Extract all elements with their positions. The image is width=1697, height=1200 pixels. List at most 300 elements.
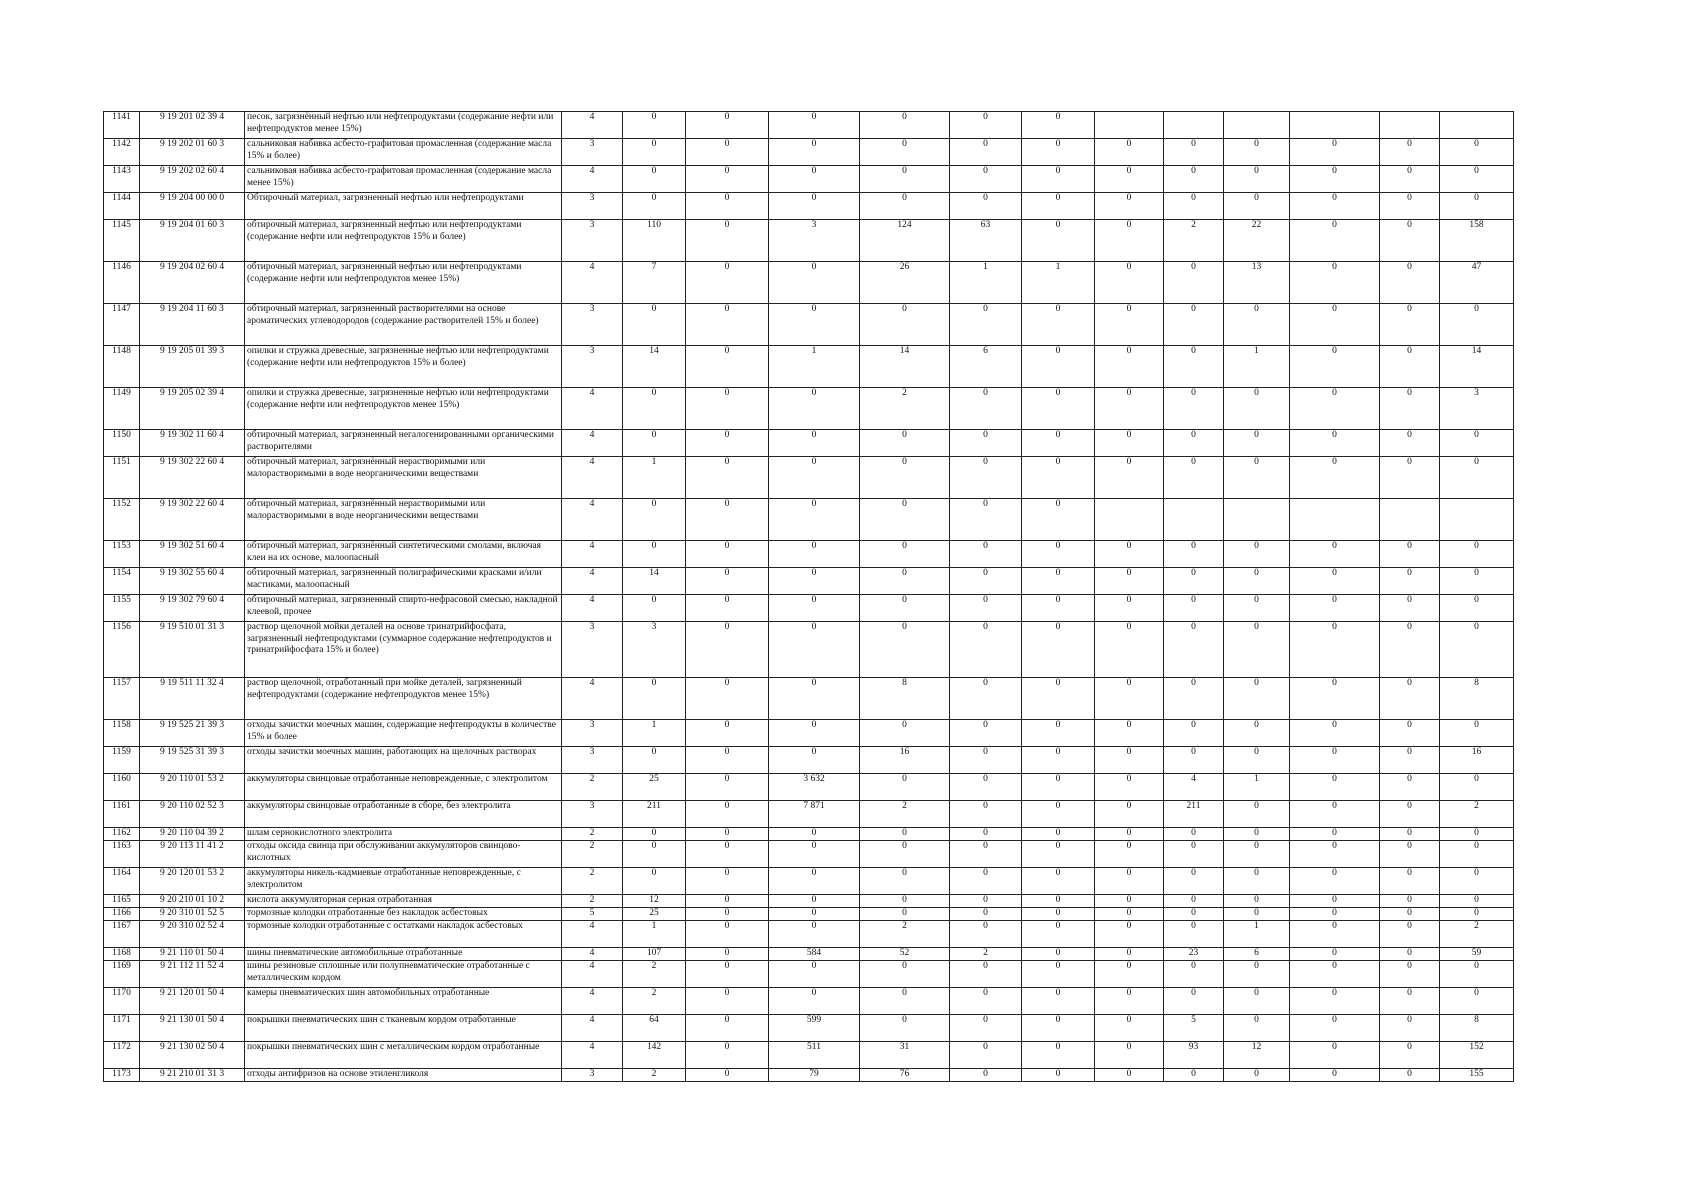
value-cell: 0 bbox=[1440, 774, 1514, 801]
value-cell: 0 bbox=[1164, 747, 1224, 774]
value-cell: 0 bbox=[1164, 622, 1224, 678]
row-number: 1156 bbox=[104, 622, 140, 678]
value-cell: 0 bbox=[1164, 921, 1224, 948]
row-number: 1142 bbox=[104, 139, 140, 166]
row-number: 1161 bbox=[104, 801, 140, 828]
value-cell: 0 bbox=[686, 262, 769, 304]
waste-code: 9 19 202 02 60 4 bbox=[140, 166, 245, 193]
value-cell: 0 bbox=[1095, 948, 1164, 961]
waste-description: обтирочный материал, загрязнённый нерастворимыми или малорастворимыми в воде неорганическими веществами bbox=[245, 499, 562, 541]
row-number: 1166 bbox=[104, 908, 140, 921]
value-cell bbox=[1440, 499, 1514, 541]
value-cell: 0 bbox=[1164, 430, 1224, 457]
value-cell: 0 bbox=[1290, 346, 1380, 388]
value-cell: 0 bbox=[1380, 801, 1440, 828]
value-cell: 0 bbox=[1290, 868, 1380, 895]
value-cell: 0 bbox=[1440, 193, 1514, 220]
value-cell: 0 bbox=[860, 430, 950, 457]
value-cell: 0 bbox=[623, 678, 686, 720]
waste-code: 9 19 525 21 39 3 bbox=[140, 720, 245, 747]
value-cell: 47 bbox=[1440, 262, 1514, 304]
value-cell: 0 bbox=[1095, 166, 1164, 193]
waste-code: 9 19 204 00 00 0 bbox=[140, 193, 245, 220]
waste-code: 9 21 130 01 50 4 bbox=[140, 1015, 245, 1042]
waste-description: шины пневматические автомобильные отработанные bbox=[245, 948, 562, 961]
waste-code: 9 19 511 11 32 4 bbox=[140, 678, 245, 720]
value-cell: 0 bbox=[860, 622, 950, 678]
row-number: 1160 bbox=[104, 774, 140, 801]
value-cell: 0 bbox=[1095, 678, 1164, 720]
value-cell: 0 bbox=[769, 112, 860, 139]
value-cell: 0 bbox=[1164, 193, 1224, 220]
value-cell: 2 bbox=[623, 1069, 686, 1082]
value-cell: 0 bbox=[1224, 139, 1290, 166]
value-cell: 0 bbox=[1440, 720, 1514, 747]
value-cell: 0 bbox=[1022, 388, 1095, 430]
table-row bbox=[104, 541, 1592, 568]
value-cell: 0 bbox=[686, 346, 769, 388]
value-cell: 584 bbox=[769, 948, 860, 961]
value-cell: 0 bbox=[769, 921, 860, 948]
value-cell: 0 bbox=[1290, 304, 1380, 346]
value-cell: 0 bbox=[1095, 304, 1164, 346]
value-cell: 0 bbox=[1224, 841, 1290, 868]
value-cell: 0 bbox=[1440, 430, 1514, 457]
waste-code: 9 20 310 02 52 4 bbox=[140, 921, 245, 948]
value-cell: 0 bbox=[1164, 988, 1224, 1015]
waste-description: отходы зачистки моечных машин, содержащие нефтепродукты в количестве 15% и более bbox=[245, 720, 562, 747]
waste-code: 9 20 310 01 52 5 bbox=[140, 908, 245, 921]
value-cell: 0 bbox=[1022, 430, 1095, 457]
value-cell: 0 bbox=[1164, 346, 1224, 388]
value-cell: 0 bbox=[1022, 346, 1095, 388]
value-cell: 0 bbox=[769, 304, 860, 346]
value-cell: 0 bbox=[623, 193, 686, 220]
value-cell: 59 bbox=[1440, 948, 1514, 961]
value-cell: 4 bbox=[1164, 774, 1224, 801]
value-cell: 0 bbox=[1164, 1069, 1224, 1082]
row-number: 1159 bbox=[104, 747, 140, 774]
waste-description: отходы антифризов на основе этиленгликоля bbox=[245, 1069, 562, 1082]
waste-description: камеры пневматических шин автомобильных отработанные bbox=[245, 988, 562, 1015]
value-cell: 0 bbox=[1380, 720, 1440, 747]
waste-code: 9 20 210 01 10 2 bbox=[140, 895, 245, 908]
value-cell: 0 bbox=[769, 908, 860, 921]
value-cell: 16 bbox=[1440, 747, 1514, 774]
value-cell: 0 bbox=[1380, 193, 1440, 220]
value-cell: 0 bbox=[1380, 774, 1440, 801]
value-cell: 0 bbox=[1164, 166, 1224, 193]
value-cell: 0 bbox=[1380, 1069, 1440, 1082]
value-cell: 0 bbox=[1380, 828, 1440, 841]
waste-description: шлам сернокислотного электролита bbox=[245, 828, 562, 841]
value-cell: 0 bbox=[1022, 112, 1095, 139]
value-cell: 0 bbox=[686, 622, 769, 678]
waste-description: обтирочный материал, загрязненный спирто-нефрасовой смесью, накладной клеевой, прочее bbox=[245, 595, 562, 622]
value-cell: 0 bbox=[1224, 720, 1290, 747]
value-cell: 0 bbox=[686, 868, 769, 895]
value-cell: 0 bbox=[769, 895, 860, 908]
waste-code: 9 19 202 01 60 3 bbox=[140, 139, 245, 166]
value-cell: 0 bbox=[860, 988, 950, 1015]
value-cell: 0 bbox=[1290, 457, 1380, 499]
row-number: 1158 bbox=[104, 720, 140, 747]
row-number: 1153 bbox=[104, 541, 140, 568]
value-cell bbox=[1164, 499, 1224, 541]
value-cell: 2 bbox=[1440, 801, 1514, 828]
value-cell: 0 bbox=[686, 948, 769, 961]
value-cell: 3 bbox=[1440, 388, 1514, 430]
value-cell: 0 bbox=[686, 430, 769, 457]
value-cell: 0 bbox=[1290, 921, 1380, 948]
value-cell: 0 bbox=[1380, 457, 1440, 499]
value-cell: 211 bbox=[1164, 801, 1224, 828]
table-row bbox=[104, 346, 1592, 388]
value-cell: 0 bbox=[1380, 868, 1440, 895]
value-cell: 31 bbox=[860, 1042, 950, 1069]
value-cell: 14 bbox=[1440, 346, 1514, 388]
waste-code: 9 21 120 01 50 4 bbox=[140, 988, 245, 1015]
value-cell: 0 bbox=[1095, 595, 1164, 622]
value-cell: 155 bbox=[1440, 1069, 1514, 1082]
value-cell: 0 bbox=[860, 841, 950, 868]
hazard-class: 3 bbox=[562, 622, 623, 678]
value-cell: 0 bbox=[950, 1069, 1022, 1082]
value-cell: 0 bbox=[686, 1069, 769, 1082]
hazard-class: 3 bbox=[562, 139, 623, 166]
table-row bbox=[104, 747, 1592, 774]
value-cell: 0 bbox=[950, 499, 1022, 541]
value-cell: 0 bbox=[1224, 166, 1290, 193]
hazard-class: 4 bbox=[562, 166, 623, 193]
hazard-class: 3 bbox=[562, 801, 623, 828]
value-cell: 0 bbox=[1022, 166, 1095, 193]
row-number: 1155 bbox=[104, 595, 140, 622]
value-cell bbox=[1290, 499, 1380, 541]
value-cell: 0 bbox=[1095, 262, 1164, 304]
value-cell: 0 bbox=[1022, 801, 1095, 828]
hazard-class: 4 bbox=[562, 988, 623, 1015]
value-cell: 0 bbox=[1290, 828, 1380, 841]
value-cell: 0 bbox=[1380, 622, 1440, 678]
value-cell: 2 bbox=[860, 388, 950, 430]
value-cell: 0 bbox=[769, 541, 860, 568]
value-cell: 0 bbox=[1164, 908, 1224, 921]
hazard-class: 4 bbox=[562, 388, 623, 430]
value-cell: 124 bbox=[860, 220, 950, 262]
value-cell: 0 bbox=[769, 961, 860, 988]
value-cell: 0 bbox=[1224, 541, 1290, 568]
value-cell: 0 bbox=[686, 720, 769, 747]
value-cell bbox=[1224, 499, 1290, 541]
waste-code: 9 19 302 22 60 4 bbox=[140, 457, 245, 499]
value-cell: 2 bbox=[623, 961, 686, 988]
value-cell: 12 bbox=[1224, 1042, 1290, 1069]
hazard-class: 4 bbox=[562, 262, 623, 304]
value-cell: 1 bbox=[623, 457, 686, 499]
waste-code: 9 20 113 11 41 2 bbox=[140, 841, 245, 868]
table-row bbox=[104, 678, 1592, 720]
value-cell: 0 bbox=[1290, 1069, 1380, 1082]
value-cell bbox=[1095, 499, 1164, 541]
value-cell: 0 bbox=[1022, 595, 1095, 622]
value-cell: 0 bbox=[1022, 499, 1095, 541]
value-cell: 0 bbox=[686, 988, 769, 1015]
value-cell: 0 bbox=[950, 774, 1022, 801]
value-cell: 0 bbox=[686, 828, 769, 841]
row-number: 1152 bbox=[104, 499, 140, 541]
table-row bbox=[104, 841, 1592, 868]
value-cell: 0 bbox=[686, 304, 769, 346]
value-cell: 0 bbox=[1164, 262, 1224, 304]
value-cell: 0 bbox=[1290, 139, 1380, 166]
value-cell: 0 bbox=[950, 801, 1022, 828]
value-cell: 0 bbox=[769, 988, 860, 1015]
value-cell: 0 bbox=[686, 747, 769, 774]
table-row bbox=[104, 262, 1592, 304]
value-cell: 0 bbox=[950, 622, 1022, 678]
value-cell: 0 bbox=[1224, 828, 1290, 841]
value-cell: 0 bbox=[1095, 921, 1164, 948]
value-cell: 0 bbox=[686, 166, 769, 193]
value-cell: 0 bbox=[769, 595, 860, 622]
value-cell: 0 bbox=[950, 895, 1022, 908]
hazard-class: 4 bbox=[562, 1042, 623, 1069]
hazard-class: 3 bbox=[562, 720, 623, 747]
value-cell: 142 bbox=[623, 1042, 686, 1069]
value-cell: 0 bbox=[1380, 988, 1440, 1015]
value-cell: 0 bbox=[686, 499, 769, 541]
value-cell: 599 bbox=[769, 1015, 860, 1042]
row-number: 1167 bbox=[104, 921, 140, 948]
table-row bbox=[104, 720, 1592, 747]
value-cell: 0 bbox=[860, 828, 950, 841]
value-cell: 0 bbox=[1380, 747, 1440, 774]
value-cell: 0 bbox=[1164, 828, 1224, 841]
row-number: 1151 bbox=[104, 457, 140, 499]
value-cell: 0 bbox=[1022, 139, 1095, 166]
value-cell: 0 bbox=[1224, 388, 1290, 430]
hazard-class: 3 bbox=[562, 1069, 623, 1082]
value-cell: 22 bbox=[1224, 220, 1290, 262]
value-cell: 6 bbox=[950, 346, 1022, 388]
value-cell: 0 bbox=[1022, 1015, 1095, 1042]
value-cell: 0 bbox=[1290, 1042, 1380, 1069]
value-cell: 0 bbox=[1095, 622, 1164, 678]
value-cell: 0 bbox=[1440, 895, 1514, 908]
waste-code: 9 20 110 01 53 2 bbox=[140, 774, 245, 801]
value-cell: 511 bbox=[769, 1042, 860, 1069]
hazard-class: 4 bbox=[562, 568, 623, 595]
value-cell: 0 bbox=[1440, 457, 1514, 499]
waste-description: аккумуляторы свинцовые отработанные в сборе, без электролита bbox=[245, 801, 562, 828]
value-cell: 0 bbox=[1290, 720, 1380, 747]
waste-description: отходы зачистки моечных машин, работающих на щелочных растворах bbox=[245, 747, 562, 774]
table-row bbox=[104, 457, 1592, 499]
waste-code: 9 19 204 01 60 3 bbox=[140, 220, 245, 262]
value-cell bbox=[1440, 112, 1514, 139]
value-cell bbox=[1095, 112, 1164, 139]
row-number: 1144 bbox=[104, 193, 140, 220]
value-cell: 0 bbox=[686, 193, 769, 220]
value-cell: 0 bbox=[769, 139, 860, 166]
table-row bbox=[104, 112, 1592, 139]
value-cell: 0 bbox=[1290, 193, 1380, 220]
value-cell: 0 bbox=[1290, 988, 1380, 1015]
value-cell: 107 bbox=[623, 948, 686, 961]
value-cell: 0 bbox=[623, 747, 686, 774]
value-cell: 0 bbox=[1022, 193, 1095, 220]
value-cell: 0 bbox=[623, 541, 686, 568]
hazard-class: 3 bbox=[562, 193, 623, 220]
value-cell: 0 bbox=[686, 568, 769, 595]
value-cell: 79 bbox=[769, 1069, 860, 1082]
value-cell: 0 bbox=[1022, 220, 1095, 262]
value-cell: 0 bbox=[860, 774, 950, 801]
value-cell: 0 bbox=[1290, 961, 1380, 988]
value-cell: 0 bbox=[1095, 1015, 1164, 1042]
value-cell: 0 bbox=[1095, 988, 1164, 1015]
value-cell: 0 bbox=[1440, 988, 1514, 1015]
row-number: 1146 bbox=[104, 262, 140, 304]
value-cell: 0 bbox=[623, 595, 686, 622]
value-cell: 0 bbox=[1164, 457, 1224, 499]
value-cell: 0 bbox=[1380, 1015, 1440, 1042]
hazard-class: 5 bbox=[562, 908, 623, 921]
value-cell: 0 bbox=[686, 139, 769, 166]
table-row bbox=[104, 304, 1592, 346]
value-cell: 0 bbox=[1440, 304, 1514, 346]
value-cell: 0 bbox=[1380, 262, 1440, 304]
value-cell: 23 bbox=[1164, 948, 1224, 961]
value-cell: 0 bbox=[1164, 139, 1224, 166]
value-cell: 0 bbox=[623, 304, 686, 346]
value-cell: 0 bbox=[1022, 457, 1095, 499]
value-cell: 0 bbox=[950, 678, 1022, 720]
value-cell: 0 bbox=[1440, 828, 1514, 841]
value-cell: 1 bbox=[769, 346, 860, 388]
waste-description: кислота аккумуляторная серная отработанная bbox=[245, 895, 562, 908]
value-cell: 1 bbox=[1022, 262, 1095, 304]
value-cell: 0 bbox=[950, 841, 1022, 868]
waste-description: отходы оксида свинца при обслуживании аккумуляторов свинцово-кислотных bbox=[245, 841, 562, 868]
row-number: 1162 bbox=[104, 828, 140, 841]
value-cell: 0 bbox=[1022, 921, 1095, 948]
value-cell: 0 bbox=[950, 828, 1022, 841]
value-cell: 0 bbox=[1380, 388, 1440, 430]
value-cell: 0 bbox=[1095, 388, 1164, 430]
row-number: 1157 bbox=[104, 678, 140, 720]
value-cell: 0 bbox=[1022, 304, 1095, 346]
value-cell: 0 bbox=[950, 1015, 1022, 1042]
waste-code: 9 19 302 51 60 4 bbox=[140, 541, 245, 568]
value-cell: 0 bbox=[1440, 622, 1514, 678]
value-cell: 0 bbox=[1022, 828, 1095, 841]
value-cell: 0 bbox=[1022, 1069, 1095, 1082]
value-cell: 0 bbox=[769, 262, 860, 304]
value-cell: 0 bbox=[1095, 346, 1164, 388]
value-cell: 0 bbox=[1022, 895, 1095, 908]
table-row bbox=[104, 568, 1592, 595]
value-cell: 0 bbox=[1380, 304, 1440, 346]
value-cell: 1 bbox=[1224, 921, 1290, 948]
row-number: 1171 bbox=[104, 1015, 140, 1042]
value-cell: 0 bbox=[686, 908, 769, 921]
row-number: 1148 bbox=[104, 346, 140, 388]
value-cell: 0 bbox=[1164, 868, 1224, 895]
table-row bbox=[104, 1015, 1592, 1042]
waste-description: шины резиновые сплошные или полупневматические отработанные с металлическим кордом bbox=[245, 961, 562, 988]
table-row bbox=[104, 193, 1592, 220]
value-cell bbox=[1290, 112, 1380, 139]
value-cell: 8 bbox=[1440, 678, 1514, 720]
value-cell: 0 bbox=[1290, 841, 1380, 868]
hazard-class: 3 bbox=[562, 220, 623, 262]
value-cell: 211 bbox=[623, 801, 686, 828]
value-cell: 0 bbox=[1095, 908, 1164, 921]
value-cell: 2 bbox=[860, 921, 950, 948]
table-row bbox=[104, 139, 1592, 166]
value-cell: 0 bbox=[1440, 961, 1514, 988]
waste-description: тормозные колодки отработанные с остатками накладок асбестовых bbox=[245, 921, 562, 948]
waste-description: Обтирочный материал, загрязненный нефтью или нефтепродуктами bbox=[245, 193, 562, 220]
waste-code: 9 19 205 01 39 3 bbox=[140, 346, 245, 388]
value-cell: 0 bbox=[769, 166, 860, 193]
row-number: 1145 bbox=[104, 220, 140, 262]
value-cell: 0 bbox=[860, 139, 950, 166]
waste-description: обтирочный материал, загрязненный негалогенированными органическими растворителями bbox=[245, 430, 562, 457]
value-cell: 0 bbox=[1164, 388, 1224, 430]
value-cell: 0 bbox=[1224, 988, 1290, 1015]
value-cell: 0 bbox=[1290, 908, 1380, 921]
value-cell: 16 bbox=[860, 747, 950, 774]
waste-description: опилки и стружка древесные, загрязненные нефтью или нефтепродуктами (содержание нефти или нефтепродуктов менее 15%) bbox=[245, 388, 562, 430]
value-cell: 0 bbox=[1095, 568, 1164, 595]
value-cell: 0 bbox=[1290, 622, 1380, 678]
value-cell: 0 bbox=[950, 921, 1022, 948]
value-cell: 0 bbox=[1290, 948, 1380, 961]
waste-code: 9 21 112 11 52 4 bbox=[140, 961, 245, 988]
value-cell: 0 bbox=[1224, 895, 1290, 908]
value-cell: 0 bbox=[1224, 568, 1290, 595]
value-cell: 0 bbox=[1380, 430, 1440, 457]
value-cell: 0 bbox=[1022, 541, 1095, 568]
value-cell: 0 bbox=[1440, 541, 1514, 568]
row-number: 1141 bbox=[104, 112, 140, 139]
value-cell: 0 bbox=[1290, 747, 1380, 774]
value-cell: 0 bbox=[623, 841, 686, 868]
value-cell: 0 bbox=[950, 166, 1022, 193]
table-row bbox=[104, 921, 1592, 948]
value-cell: 0 bbox=[686, 678, 769, 720]
value-cell: 0 bbox=[860, 895, 950, 908]
value-cell: 0 bbox=[769, 568, 860, 595]
waste-code: 9 19 204 02 60 4 bbox=[140, 262, 245, 304]
value-cell: 63 bbox=[950, 220, 1022, 262]
value-cell: 0 bbox=[1095, 774, 1164, 801]
table-row bbox=[104, 595, 1592, 622]
value-cell: 0 bbox=[1380, 166, 1440, 193]
value-cell: 0 bbox=[860, 908, 950, 921]
waste-description: опилки и стружка древесные, загрязненные нефтью или нефтепродуктами (содержание нефти или нефтепродуктов 15% и более) bbox=[245, 346, 562, 388]
value-cell: 0 bbox=[1022, 961, 1095, 988]
table-row bbox=[104, 220, 1592, 262]
value-cell: 0 bbox=[1440, 139, 1514, 166]
value-cell: 0 bbox=[686, 1015, 769, 1042]
value-cell: 0 bbox=[950, 747, 1022, 774]
row-number: 1169 bbox=[104, 961, 140, 988]
waste-data-table bbox=[103, 111, 1592, 1082]
